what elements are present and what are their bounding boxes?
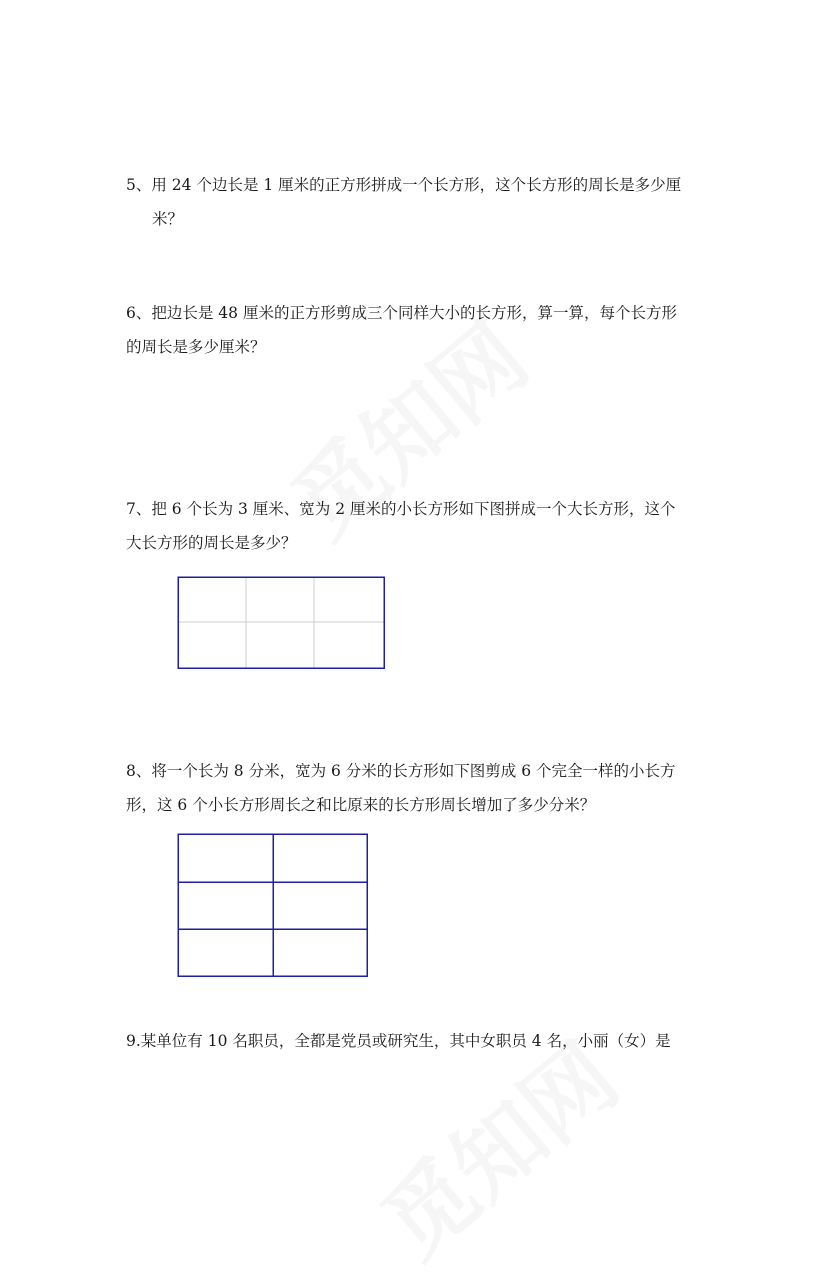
question-6-line-2: 的周长是多少厘米？	[126, 338, 266, 356]
question-5-line-2: 米？	[152, 210, 184, 228]
question-9	[126, 1024, 671, 1058]
question-8-line-1: 8、将一个长为 8 分米，宽为 6 分米的长方形如下图剪成 6 个完全一样的小长方	[126, 762, 676, 780]
figure-2x3-rectangle-grid	[177, 576, 387, 670]
question-5	[126, 168, 681, 236]
question-5-line-1: 5、用 24 个边长是 1 厘米的正方形拼成一个长方形，这个长方形的周长是多少厘	[126, 176, 682, 194]
question-8	[126, 754, 676, 822]
question-6	[126, 296, 677, 364]
question-6-line-1: 6、把边长是 48 厘米的正方形剪成三个同样大小的长方形，算一算，每个长方形	[126, 304, 677, 322]
figure-3x2-rectangle-grid	[177, 833, 371, 979]
question-7	[126, 492, 676, 560]
question-7-line-2: 大长方形的周长是多少？	[126, 534, 297, 552]
question-8-line-2: 形，这 6 个小长方形周长之和比原来的长方形周长增加了多少分米？	[126, 796, 596, 814]
question-7-line-1: 7、把 6 个长为 3 厘米、宽为 2 厘米的小长方形如下图拼成一个大长方形，这个	[126, 500, 676, 518]
question-9-line-1: 9.某单位有 10 名职员，全都是党员或研究生，其中女职员 4 名，小丽（女）是	[126, 1032, 671, 1050]
